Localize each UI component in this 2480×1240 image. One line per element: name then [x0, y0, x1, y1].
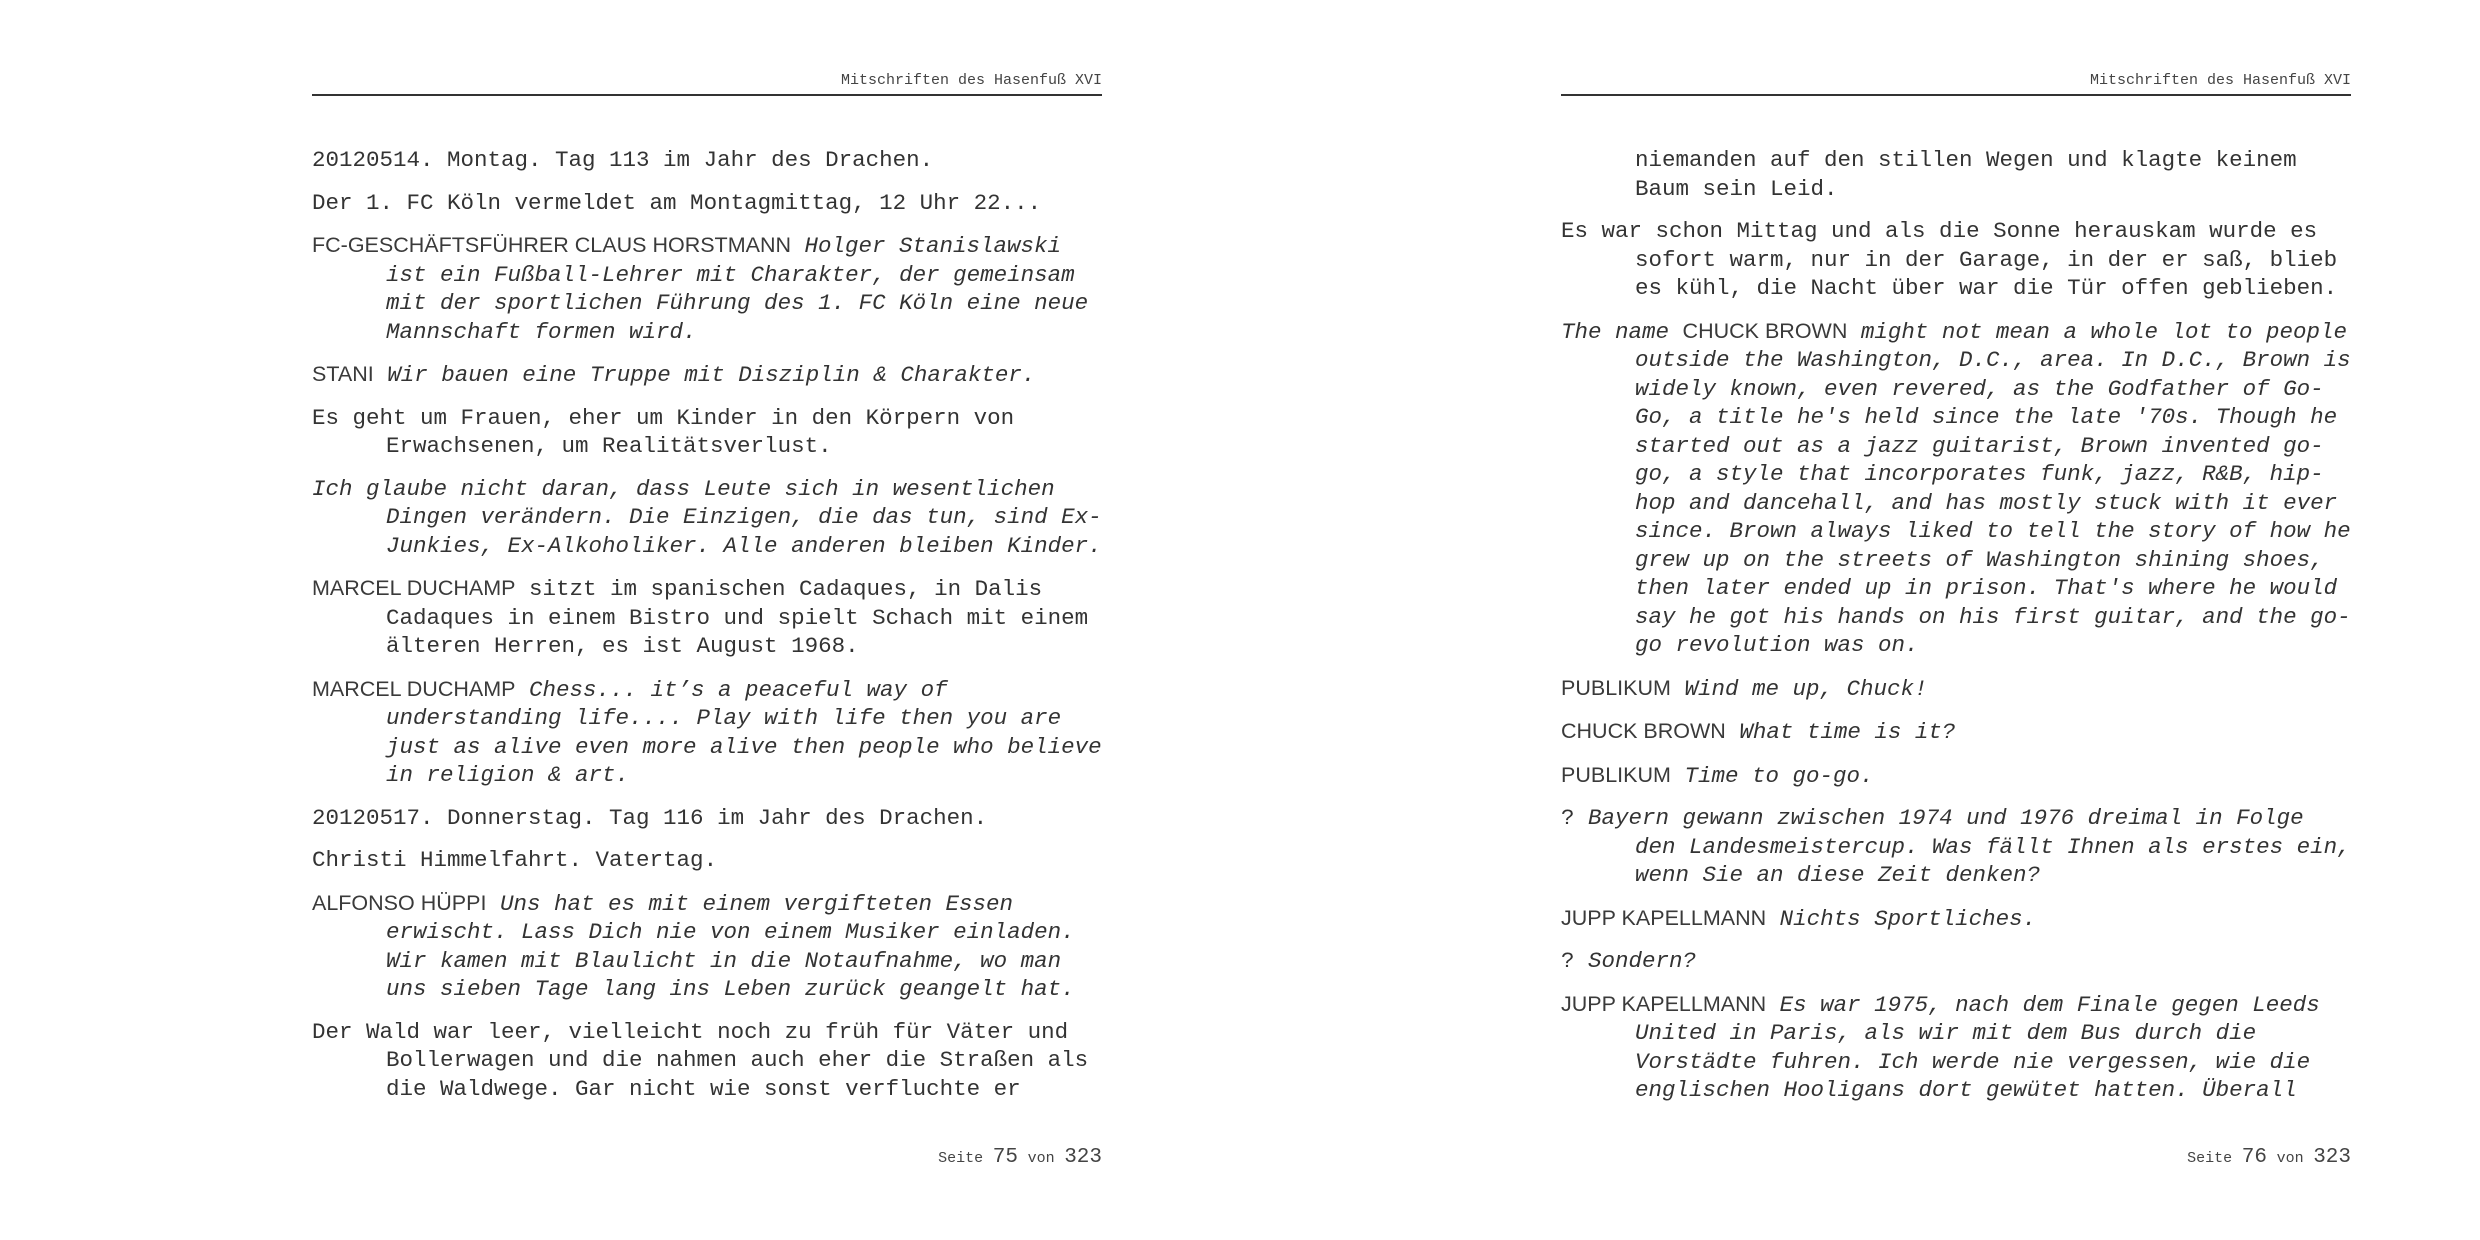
dialogue-paragraph: [312, 574, 1102, 661]
dialogue-paragraph: [1561, 990, 2351, 1105]
speech-text: Bayern gewann zwischen 1974 und 1976 dreimal in Folge den Landesmeistercup. Was fällt Ihnen als erstes ein, wenn Sie an diese Zeit denken?: [1588, 805, 2351, 888]
speaker-name: ?: [1561, 805, 1575, 831]
continued-paragraph: niemanden auf den stillen Wegen und klagte keinem Baum sein Leid.: [1635, 147, 2297, 202]
page-number: Seite 76 von 323: [2187, 1146, 2351, 1169]
paragraph: Der Wald war leer, vielleicht noch zu früh für Väter und Bollerwagen und die nahmen auch eher die Straßen als die Waldwege. Gar nicht wie sonst verfluchte er: [312, 1018, 1089, 1102]
running-header: Mitschriften des Hasenfuß XVI: [1561, 72, 2351, 96]
speaker-name: JUPP KAPELLMANN: [1561, 905, 1767, 930]
speaker-name: ALFONSO HÜPPI: [312, 890, 487, 915]
paragraph: Es geht um Frauen, eher um Kinder in den Körpern von Erwachsenen, um Realitätsverlust.: [312, 404, 1015, 459]
paragraph: Es war schon Mittag und als die Sonne herauskam wurde es sofort warm, nur in der Garage, in der er saß, blieb es kühl, die Nacht über war die Tür offen geblieben.: [1561, 218, 2338, 301]
dialogue-paragraph: [1561, 717, 2351, 747]
right-page: [1561, 0, 2351, 1240]
speaker-name: CHUCK BROWN: [1682, 318, 1848, 343]
page-body: [1561, 146, 2351, 1119]
quote-paragraph: The name CHUCK BROWN might not mean a whole lot to people outside the Washington, D.C., area. In D.C., Brown is widely known, even revered, as the Godfather of Go-Go, a title he's held since the late '70s. Though he started out as a jazz guitarist, Brown invented go-go, a style that incorporates funk, jazz, R&B, hip-hop and dancehall, and has mostly stuck with it ever since. Brown always liked to tell the story of how he grew up on the streets of Washington shining shoes, then later ended up in prison. That's where he would say he got his hands on his first guitar, and the go-go revolution was on.: [1561, 318, 2351, 658]
speaker-name: ?: [1561, 948, 1575, 974]
speech-text: Chess... it’s a peaceful way of understanding life.... Play with life then you are just as alive even more alive then people who believe in religion & art.: [386, 676, 1102, 788]
speech-text: Es war 1975, nach dem Finale gegen Leeds United in Paris, als wir mit dem Bus durch die Vorstädte fuhren. Ich werde nie vergessen, wie die englischen Hooligans dort gewütet hatten. Überall: [1635, 991, 2320, 1103]
speech-text: What time is it?: [1739, 719, 1956, 745]
speech-text: Wind me up, Chuck!: [1684, 675, 1928, 702]
speech-text: Sondern?: [1588, 948, 1697, 974]
quote-paragraph: Ich glaube nicht daran, dass Leute sich in wesentlichen Dingen verändern. Die Einzigen, die das tun, sind Ex-Junkies, Ex-Alkoholiker. Alle anderen bleiben Kinder.: [312, 475, 1102, 559]
speech-text: Wir bauen eine Truppe mit Disziplin & Charakter.: [387, 362, 1036, 388]
dialogue-paragraph: [1561, 904, 2351, 934]
dialogue-paragraph: [1561, 947, 2351, 976]
running-header: Mitschriften des Hasenfuß XVI: [312, 72, 1102, 96]
dialogue-paragraph: [1561, 761, 2351, 791]
dialogue-paragraph: [312, 360, 1102, 390]
speech-text: Nichts Sportliches.: [1779, 905, 2037, 932]
speaker-name: STANI: [312, 362, 374, 386]
paragraph: 20120517. Donnerstag. Tag 116 im Jahr des Drachen.: [312, 804, 988, 831]
paragraph: 20120514. Montag. Tag 113 im Jahr des Drachen.: [312, 147, 934, 173]
speaker-name: MARCEL DUCHAMP: [312, 576, 516, 600]
paragraph: Der 1. FC Köln vermeldet am Montagmittag, 12 Uhr 22...: [312, 189, 1042, 216]
dialogue-paragraph: [312, 231, 1102, 346]
speaker-name: FC-GESCHÄFTSFÜHRER CLAUS HORSTMANN: [312, 233, 791, 257]
speech-text: Holger Stanislawski ist ein Fußball-Lehrer mit Charakter, der gemeinsam mit der sportlichen Führung des 1. FC Köln eine neue Mannschaft formen wird.: [386, 233, 1089, 345]
paragraph: Christi Himmelfahrt. Vatertag.: [312, 847, 718, 873]
page-number: Seite 75 von 323: [938, 1146, 1102, 1169]
narration-text: sitzt im spanischen Cadaques, in Dalis Cadaques in einem Bistro und spielt Schach mit einem älteren Herren, es ist August 1968.: [386, 576, 1089, 659]
speaker-name: PUBLIKUM: [1561, 675, 1671, 700]
left-page: [312, 0, 1102, 1240]
speaker-name: PUBLIKUM: [1561, 762, 1671, 787]
dialogue-paragraph: [312, 675, 1102, 790]
page-body: [312, 146, 1102, 1117]
speaker-name: JUPP KAPELLMANN: [1561, 991, 1767, 1016]
speech-text: Uns hat es mit einem vergifteten Essen erwischt. Lass Dich nie von einem Musiker einladen. Wir kamen mit Blaulicht in die Notaufnahme, wo man uns sieben Tage lang ins Leben zurück geangelt hat.: [386, 890, 1075, 1002]
dialogue-paragraph: [1561, 804, 2351, 890]
speaker-name: MARCEL DUCHAMP: [312, 676, 516, 701]
speech-text: Time to go-go.: [1684, 762, 1874, 789]
dialogue-paragraph: [312, 889, 1102, 1004]
dialogue-paragraph: [1561, 674, 2351, 704]
speaker-name: CHUCK BROWN: [1561, 719, 1726, 743]
